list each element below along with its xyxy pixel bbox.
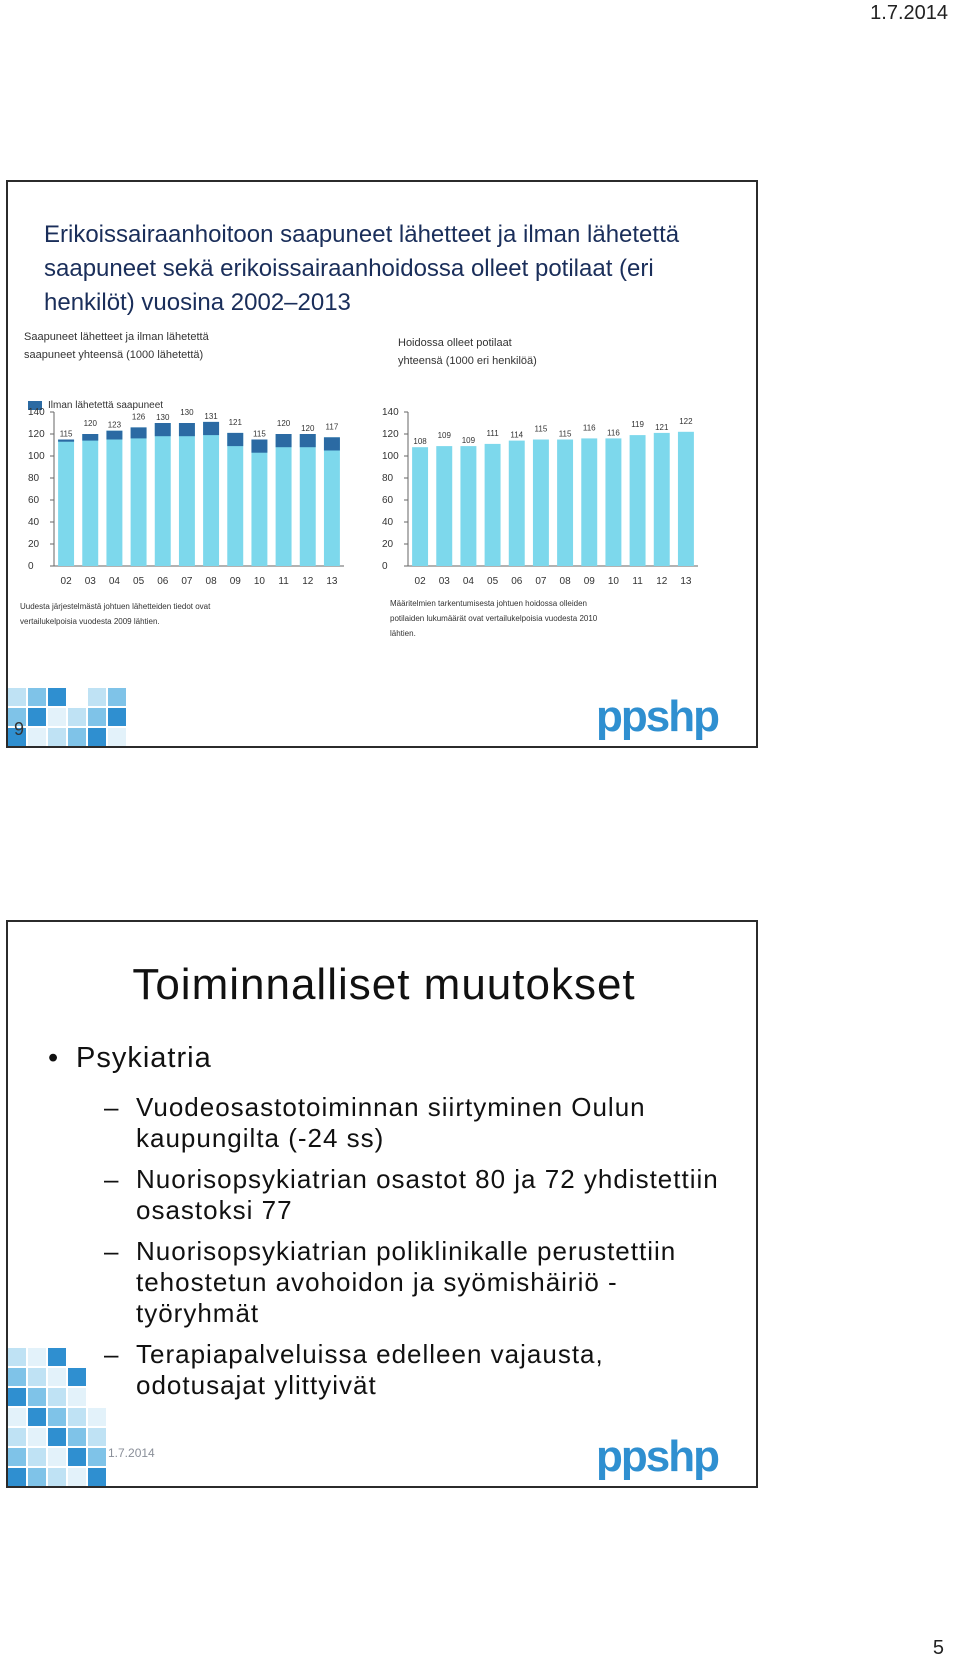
mosaic-cell — [8, 1448, 26, 1466]
mosaic-cell — [88, 688, 106, 706]
bar — [509, 441, 525, 566]
y-tick-label: 140 — [28, 407, 45, 418]
right-chart-heading: Hoidossa olleet potilaat yhteensä (1000 eri henkilöä) — [398, 337, 537, 367]
bar — [533, 440, 549, 567]
mosaic-cell — [48, 1408, 66, 1426]
sub-item: – Terapiapalveluissa edelleen vajausta, odotusajat ylittyivät — [104, 1339, 604, 1400]
x-tick-label: 07 — [181, 576, 193, 587]
left-chart-note: Uudesta järjestelmästä johtuen lähetteiden tiedot ovat vertailukelpoisia vuodesta 2009 lähtien. — [20, 602, 211, 626]
mosaic-cell — [68, 1468, 86, 1486]
x-tick-label: 02 — [414, 576, 426, 587]
bar-without-referral — [227, 433, 243, 446]
bar — [605, 438, 621, 566]
data-label: 119 — [631, 420, 644, 430]
y-tick-label: 100 — [28, 451, 45, 462]
bar — [155, 423, 171, 566]
mosaic-cell — [48, 1348, 66, 1366]
mosaic-cell — [68, 1408, 86, 1426]
mosaic-cell — [28, 1368, 46, 1386]
x-tick-label: 05 — [133, 576, 145, 587]
x-tick-label: 06 — [157, 576, 169, 587]
bar-without-referral — [251, 440, 267, 453]
x-tick-label: 08 — [205, 576, 217, 587]
slide-number: 9 — [14, 719, 25, 739]
y-tick-label: 20 — [28, 539, 40, 550]
x-tick-label: 06 — [511, 576, 523, 587]
bar — [581, 438, 597, 566]
x-tick-label: 09 — [583, 576, 595, 587]
y-tick-label: 80 — [382, 473, 394, 484]
bar-without-referral — [155, 423, 171, 436]
bullet-item: • Psykiatria — [48, 1042, 212, 1074]
bar-without-referral — [131, 427, 147, 438]
x-tick-label: 02 — [60, 576, 72, 587]
dash-icon: – — [104, 1339, 120, 1369]
left-chart-heading: Saapuneet lähetteet ja ilman lähetettä saapuneet yhteensä (1000 lähetettä) — [24, 331, 209, 361]
mosaic-cell — [68, 1448, 86, 1466]
x-tick-label: 11 — [278, 576, 289, 587]
bullet-list — [48, 1042, 728, 1411]
mosaic-cell — [28, 1428, 46, 1446]
x-tick-label: 10 — [253, 576, 265, 587]
sub-item: – Nuorisopsykiatrian osastot 80 ja 72 yhdistettiin osastoksi 77 — [104, 1164, 719, 1225]
y-tick-label: 120 — [382, 429, 399, 440]
mosaic-cell — [48, 708, 66, 726]
right-chart-note: Määritelmien tarkentumisesta johtuen hoidossa olleiden potilaiden lukumäärät ovat vertailukelpoisia vuodesta 2010 lähtien. — [390, 599, 598, 638]
y-tick-label: 100 — [382, 451, 399, 462]
y-tick-label: 120 — [28, 429, 45, 440]
data-label: 120 — [83, 419, 97, 428]
mosaic-cell — [88, 1408, 106, 1426]
bar — [557, 440, 573, 567]
page-number: 5 — [932, 1637, 944, 1659]
mosaic-cell — [28, 1448, 46, 1466]
y-tick-label: 40 — [28, 517, 40, 528]
x-tick-label: 05 — [487, 576, 499, 587]
referrals-chart — [20, 406, 350, 592]
ppshp-logo: ppshp — [596, 1432, 718, 1481]
mosaic-cell — [28, 728, 46, 746]
mosaic-cell — [8, 1468, 26, 1486]
x-tick-label: 07 — [535, 576, 547, 587]
data-label: 114 — [510, 430, 524, 440]
bar — [58, 440, 74, 567]
mosaic-cell — [8, 1348, 26, 1366]
referrals-chart-svg — [20, 406, 350, 592]
bar-without-referral — [324, 437, 340, 450]
bar — [436, 446, 452, 566]
data-label: 131 — [204, 411, 218, 421]
decorative-mosaic — [8, 1336, 118, 1486]
mosaic-cell — [88, 728, 106, 746]
footer-date: 1.7.2014 — [108, 1446, 155, 1460]
mosaic-cell — [48, 1448, 66, 1466]
x-tick-label: 10 — [607, 576, 619, 587]
mosaic-cell — [28, 1408, 46, 1426]
mosaic-cell — [8, 688, 26, 706]
data-label: 121 — [655, 422, 669, 432]
data-label: 115 — [253, 429, 266, 439]
patients-chart-svg — [374, 406, 704, 592]
bar-without-referral — [82, 434, 98, 441]
dash-icon: – — [104, 1092, 120, 1122]
y-tick-label: 80 — [28, 473, 40, 484]
mosaic-cell — [8, 1368, 26, 1386]
dash-icon: – — [104, 1164, 120, 1194]
y-tick-label: 60 — [382, 495, 394, 506]
data-label: 115 — [59, 429, 73, 439]
bar — [300, 434, 316, 566]
bar — [131, 427, 147, 566]
data-label: 116 — [607, 428, 620, 438]
x-tick-label: 13 — [680, 576, 692, 587]
bar — [630, 435, 646, 566]
bullet-dot-icon: • — [48, 1042, 60, 1074]
bar — [678, 432, 694, 566]
bar — [179, 423, 195, 566]
mosaic-cell — [88, 1428, 106, 1446]
data-label: 120 — [276, 419, 291, 428]
x-tick-label: 04 — [462, 576, 474, 587]
mosaic-cell — [68, 1368, 86, 1386]
slide-title: Erikoissairaanhoitoon saapuneet lähetteet ja ilman lähetettä saapuneet sekä erikoissairaanhoidossa olleet potilaat (eri henkilöt) vuosina 2002–2013 — [44, 221, 680, 316]
mosaic-cell — [8, 1388, 26, 1406]
dash-icon: – — [104, 1236, 120, 1266]
slide-referrals — [6, 180, 758, 748]
bar-without-referral — [300, 434, 316, 447]
data-label: 120 — [301, 424, 315, 433]
mosaic-cell — [88, 1448, 106, 1466]
bar-without-referral — [58, 440, 74, 442]
mosaic-cell — [68, 708, 86, 726]
slide-title: Toiminnalliset muutokset — [132, 960, 636, 1009]
data-label: 109 — [461, 436, 476, 446]
legend-label: Ilman lähetettä saapuneet — [48, 400, 164, 411]
x-tick-label: 12 — [302, 576, 314, 587]
y-tick-label: 0 — [28, 561, 34, 572]
decorative-mosaic — [8, 688, 138, 746]
data-label: 116 — [582, 423, 596, 433]
x-tick-label: 03 — [84, 576, 96, 587]
mosaic-cell — [68, 1388, 86, 1406]
mosaic-cell — [88, 1468, 106, 1486]
bar-without-referral — [203, 422, 219, 435]
data-label: 109 — [437, 431, 451, 441]
bar-without-referral — [179, 423, 195, 436]
y-tick-label: 0 — [382, 561, 388, 572]
y-tick-label: 60 — [28, 495, 40, 506]
x-tick-label: 08 — [559, 576, 571, 587]
mosaic-cell — [48, 1388, 66, 1406]
mosaic-cell — [68, 728, 86, 746]
x-tick-label: 09 — [229, 576, 241, 587]
mosaic-cell — [28, 1388, 46, 1406]
bar — [106, 431, 122, 566]
data-label: 121 — [228, 417, 242, 427]
bar — [324, 437, 340, 566]
y-tick-label: 140 — [382, 407, 399, 418]
mosaic-cell — [108, 688, 126, 706]
page-date: 1.7.2014 — [870, 2, 948, 24]
x-tick-label: 11 — [632, 576, 643, 587]
data-label: 111 — [486, 428, 499, 438]
sub-item: – Nuorisopsykiatrian poliklinikalle perustettiin tehostetun avohoidon ja syömishäiriö - työryhmät — [104, 1236, 677, 1328]
mosaic-cell — [28, 688, 46, 706]
x-tick-label: 03 — [438, 576, 450, 587]
bar — [82, 434, 98, 566]
data-label: 130 — [156, 413, 170, 422]
data-label: 115 — [558, 429, 572, 439]
bar — [654, 433, 670, 566]
mosaic-cell — [48, 1468, 66, 1486]
data-label: 130 — [180, 408, 194, 417]
bar — [203, 422, 219, 566]
mosaic-cell — [48, 688, 66, 706]
patients-chart — [374, 406, 704, 592]
x-tick-label: 04 — [108, 576, 120, 587]
x-tick-label: 13 — [326, 576, 338, 587]
y-tick-label: 20 — [382, 539, 394, 550]
bar — [227, 433, 243, 566]
mosaic-cell — [108, 728, 126, 746]
bar — [460, 446, 476, 566]
mosaic-cell — [28, 1468, 46, 1486]
data-label: 126 — [131, 412, 146, 422]
sub-item: – Vuodeosastotoiminnan siirtyminen Oulun kaupungilta (-24 ss) — [104, 1092, 646, 1153]
ppshp-logo: ppshp — [596, 692, 718, 741]
data-label: 117 — [325, 422, 339, 432]
mosaic-cell — [48, 1428, 66, 1446]
data-label: 108 — [413, 437, 427, 447]
bar — [276, 434, 292, 566]
mosaic-cell — [68, 1428, 86, 1446]
mosaic-cell — [8, 1408, 26, 1426]
bar-without-referral — [276, 434, 292, 447]
mosaic-cell — [28, 1348, 46, 1366]
mosaic-cell — [108, 708, 126, 726]
bar — [251, 440, 267, 567]
bar-without-referral — [106, 431, 122, 440]
mosaic-cell — [48, 1368, 66, 1386]
x-tick-label: 12 — [656, 576, 668, 587]
data-label: 122 — [679, 416, 693, 426]
mosaic-cell — [48, 728, 66, 746]
slide-functional-changes — [6, 920, 758, 1488]
bar — [485, 444, 501, 566]
y-tick-label: 40 — [382, 517, 394, 528]
mosaic-cell — [88, 708, 106, 726]
data-label: 123 — [107, 420, 122, 430]
bar — [412, 447, 428, 566]
mosaic-cell — [28, 708, 46, 726]
mosaic-cell — [8, 1428, 26, 1446]
data-label: 115 — [534, 424, 548, 434]
